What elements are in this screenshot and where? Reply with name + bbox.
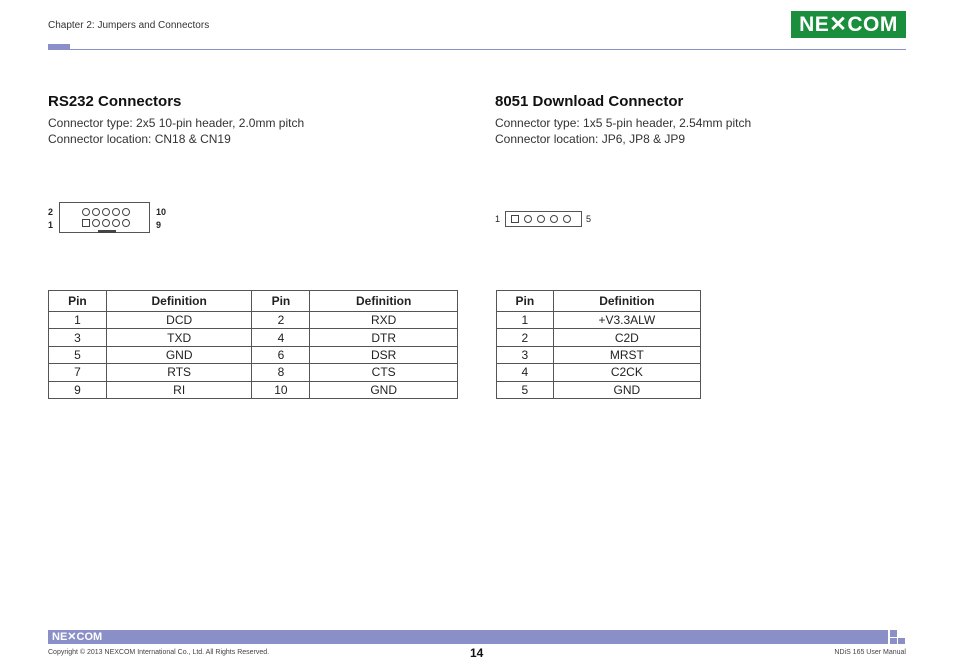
- table-cell: 10: [252, 381, 310, 398]
- table-cell: MRST: [553, 346, 700, 363]
- table-row: [49, 346, 458, 363]
- pin-label-1: 1: [495, 214, 501, 224]
- table-row: [49, 381, 458, 398]
- rs232-header-diagram: [59, 202, 150, 233]
- table-row: [49, 364, 458, 381]
- footer-deco-square: [890, 638, 897, 644]
- table-row: [497, 329, 701, 346]
- footer-logo: NE✕COM: [52, 631, 103, 643]
- table-cell: 2: [252, 312, 310, 329]
- pin-label-1: 1: [48, 220, 54, 230]
- page-number: 14: [470, 646, 484, 660]
- nexcom-logo: NE✕COM: [791, 11, 906, 38]
- col-header: Definition: [553, 291, 700, 312]
- connector-key: [98, 230, 116, 233]
- table-cell: 3: [497, 346, 554, 363]
- table-cell: DTR: [310, 329, 458, 346]
- table-cell: RTS: [106, 364, 252, 381]
- download-pin-table: [496, 290, 701, 399]
- table-row: [497, 312, 701, 329]
- col-header: Definition: [310, 291, 458, 312]
- table-cell: TXD: [106, 329, 252, 346]
- rs232-title: RS232 Connectors: [48, 93, 182, 110]
- pin-label-9: 9: [156, 220, 162, 230]
- footer-bar: [48, 630, 888, 644]
- download-title: 8051 Download Connector: [495, 93, 684, 110]
- pin-label-10: 10: [156, 207, 167, 217]
- table-cell: CTS: [310, 364, 458, 381]
- table-cell: 3: [49, 329, 107, 346]
- table-cell: GND: [553, 381, 700, 398]
- table-header-row: [497, 291, 701, 312]
- table-cell: 2: [497, 329, 554, 346]
- footer-deco-square: [890, 630, 897, 637]
- download-location: Connector location: JP6, JP8 & JP9: [495, 132, 686, 146]
- table-row: [49, 329, 458, 346]
- table-cell: 6: [252, 346, 310, 363]
- rs232-type: Connector type: 2x5 10-pin header, 2.0mm pitch: [48, 116, 305, 130]
- download-type: Connector type: 1x5 5-pin header, 2.54mm pitch: [495, 116, 752, 130]
- table-cell: C2CK: [553, 364, 700, 381]
- table-row: [497, 346, 701, 363]
- table-cell: 1: [49, 312, 107, 329]
- table-cell: 5: [49, 346, 107, 363]
- table-header-row: [49, 291, 458, 312]
- table-cell: DCD: [106, 312, 252, 329]
- table-row: [49, 312, 458, 329]
- table-cell: 4: [497, 364, 554, 381]
- rs232-pin-table: [48, 290, 458, 399]
- manual-title: NDiS 165 User Manual: [834, 649, 906, 656]
- table-cell: GND: [310, 381, 458, 398]
- footer-deco-square: [898, 638, 905, 644]
- header-divider: [48, 49, 906, 50]
- table-cell: 1: [497, 312, 554, 329]
- col-header: Definition: [106, 291, 252, 312]
- col-header: Pin: [49, 291, 107, 312]
- rs232-location: Connector location: CN18 & CN19: [48, 132, 231, 146]
- pin-label-2: 2: [48, 207, 54, 217]
- table-cell: 4: [252, 329, 310, 346]
- col-header: Pin: [497, 291, 554, 312]
- table-cell: C2D: [553, 329, 700, 346]
- table-cell: GND: [106, 346, 252, 363]
- table-cell: 5: [497, 381, 554, 398]
- download-header-diagram: [505, 211, 582, 227]
- table-cell: DSR: [310, 346, 458, 363]
- pin-label-5: 5: [586, 214, 592, 224]
- table-cell: +V3.3ALW: [553, 312, 700, 329]
- table-row: [497, 364, 701, 381]
- table-cell: 9: [49, 381, 107, 398]
- table-cell: 8: [252, 364, 310, 381]
- copyright-text: Copyright © 2013 NEXCOM International Co., Ltd. All Rights Reserved.: [48, 649, 270, 656]
- col-header: Pin: [252, 291, 310, 312]
- table-row: [497, 381, 701, 398]
- chapter-title: Chapter 2: Jumpers and Connectors: [48, 20, 210, 31]
- table-cell: RXD: [310, 312, 458, 329]
- table-cell: 7: [49, 364, 107, 381]
- table-cell: RI: [106, 381, 252, 398]
